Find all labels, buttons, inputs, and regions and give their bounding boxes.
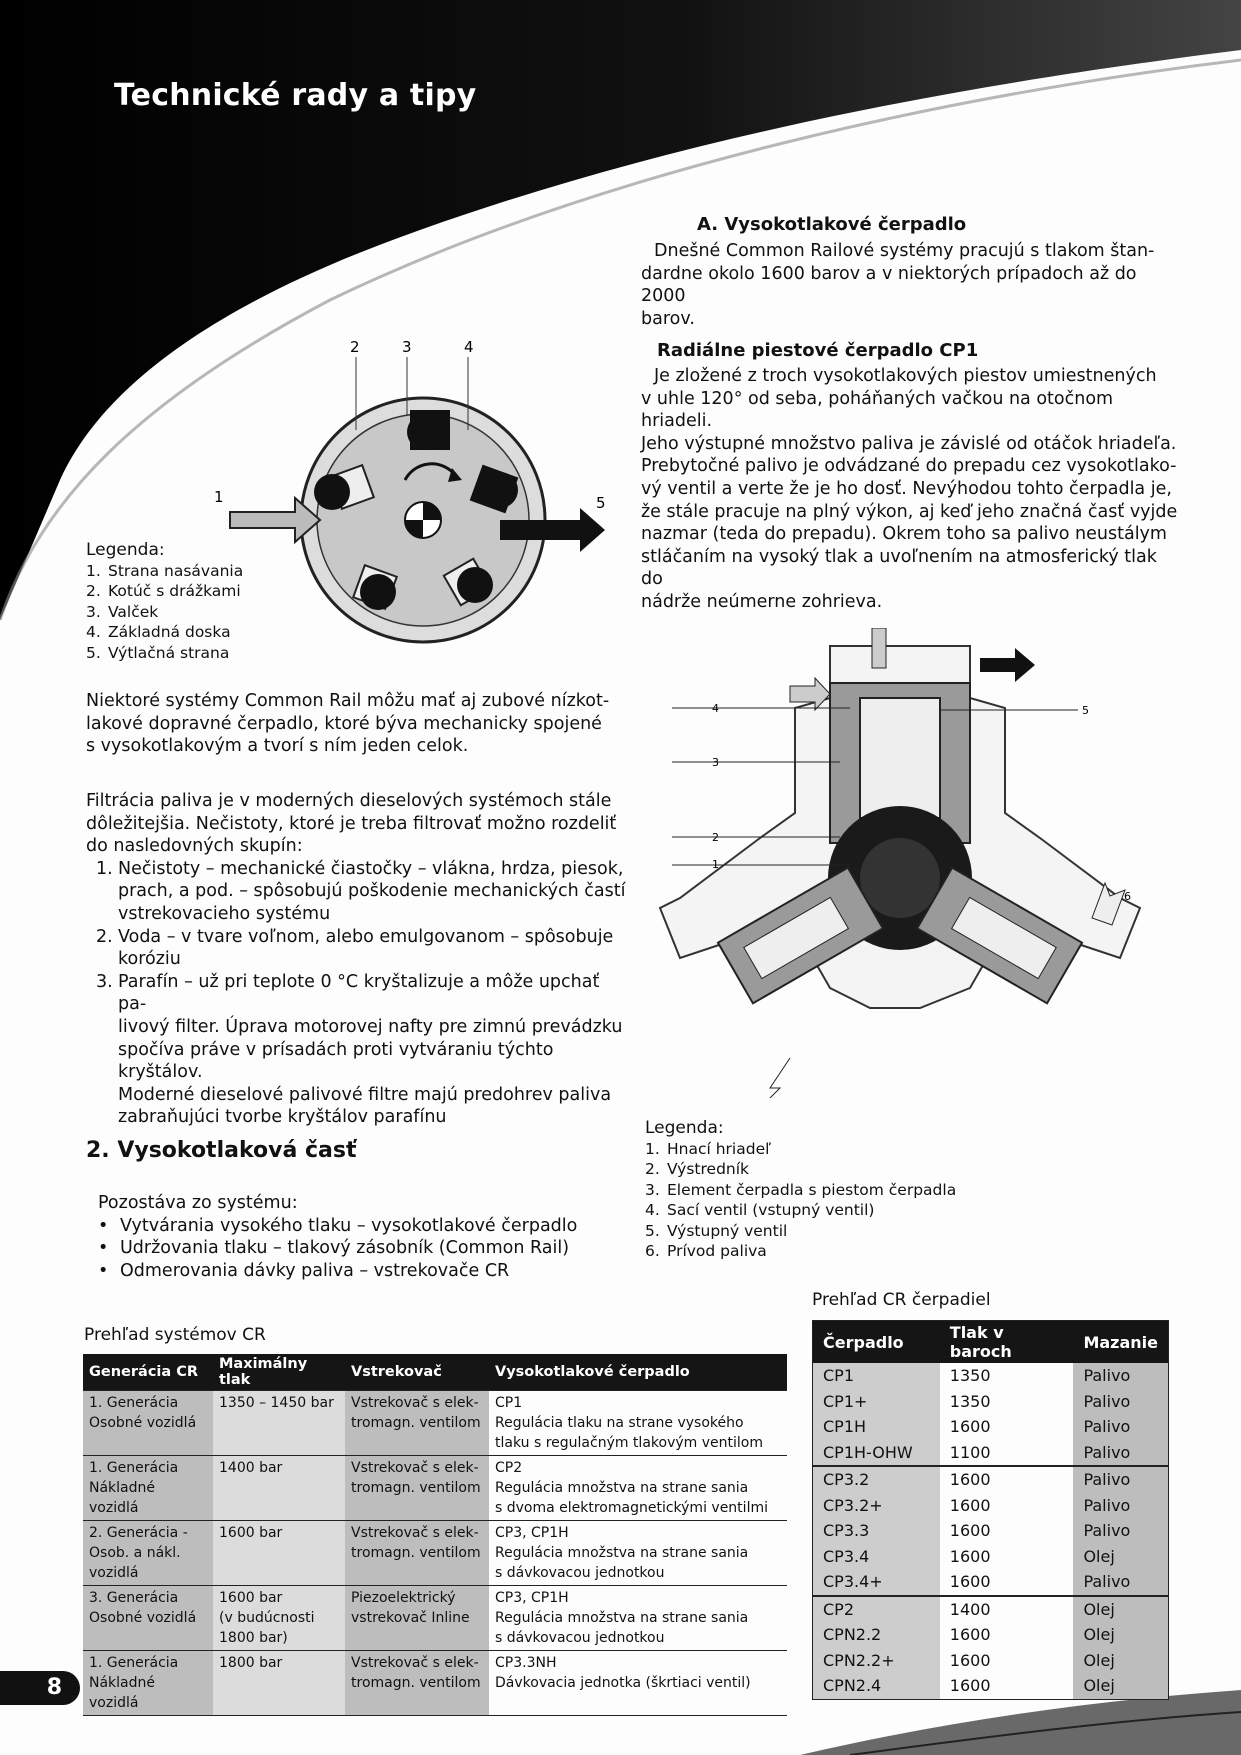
table-row: CPN2.2 1600 Olej xyxy=(813,1622,1169,1648)
table-cell: Vstrekovač s elek- tromagn. ventilom xyxy=(345,1391,489,1456)
cp1-text xyxy=(641,365,1181,614)
paragraph-gear-pump xyxy=(86,690,626,758)
diagram-label: 6 xyxy=(1124,890,1131,903)
table-cell: Vstrekovač s elek- tromagn. ventilom xyxy=(345,1651,489,1716)
table-row: CP1 1350 Palivo xyxy=(813,1363,1169,1389)
text-line: dôležitejšia. Nečistoty, ktoré je treba filtrovať možno rozdeliť xyxy=(86,813,617,834)
list-item: • Udržovania tlaku – tlakový zásobník (Common Rail) xyxy=(98,1238,570,1259)
pumps-table xyxy=(812,1320,1169,1700)
table-row xyxy=(83,1521,787,1586)
text-line: Jeho výstupné množstvo paliva je závislé od otáčok hriadeľa. xyxy=(641,433,1177,454)
table-cell: 1. Generácia Nákladné vozidlá xyxy=(83,1456,213,1521)
text-line: s vysokotlakovým a tvorí s ním jeden celok. xyxy=(86,736,469,757)
text-line: Je zložené z troch vysokotlakových piestov umiestnených xyxy=(654,366,1157,386)
pumps-table-caption: Prehľad CR čerpadiel xyxy=(812,1290,991,1310)
text-line: Filtrácia paliva je v moderných dieselových systémoch stále xyxy=(86,791,612,811)
column-header: Maximálny tlak xyxy=(213,1354,345,1391)
table-cell: CP2 Regulácia množstva na strane sania s dvoma elektromagnetickými ventilmi xyxy=(489,1456,787,1521)
diagram-label: 5 xyxy=(1082,704,1089,717)
table-row: CP3.3 1600 Palivo xyxy=(813,1518,1169,1544)
section-a-heading: A. Vysokotlakové čerpadlo xyxy=(697,214,967,235)
legend-item: 1. Strana nasávania xyxy=(86,561,244,580)
text-line: nazmar (teda do prepadu). Okrem toho sa palivo neustálym xyxy=(641,524,1167,545)
legend-item: 4. Sací ventil (vstupný ventil) xyxy=(645,1201,875,1219)
legend-item: 2. Kotúč s drážkami xyxy=(86,582,241,600)
list-item: 2. Voda – v tvare voľnom, alebo emulgovanom – spôsobuje koróziu xyxy=(96,926,614,970)
paragraph-filtration xyxy=(86,790,626,1129)
diagram1-legend xyxy=(86,540,243,663)
table-cell: 3. Generácia Osobné vozidlá xyxy=(83,1586,213,1651)
table-row xyxy=(83,1456,787,1521)
table-header-row xyxy=(813,1321,1169,1364)
table-header-row xyxy=(83,1354,787,1391)
legend-item: 6. Prívod paliva xyxy=(645,1242,767,1260)
cp1-heading: Radiálne piestové čerpadlo CP1 xyxy=(657,340,979,361)
column-header: Čerpadlo xyxy=(813,1321,940,1364)
table-cell: 1600 bar xyxy=(213,1521,345,1586)
table-cell: Vstrekovač s elek- tromagn. ventilom xyxy=(345,1521,489,1586)
section-a-text xyxy=(641,240,1181,330)
table-cell: 1600 bar (v budúcnosti 1800 bar) xyxy=(213,1586,345,1651)
diagram-label: 5 xyxy=(596,494,606,512)
pump-diagram-2 xyxy=(640,628,1160,1098)
text-line: do nasledovných skupín: xyxy=(86,836,303,857)
table-row: CP3.2+ 1600 Palivo xyxy=(813,1493,1169,1519)
column-header: Vysokotlakové čerpadlo xyxy=(489,1354,787,1391)
table-cell: CP3, CP1H Regulácia množstva na strane sania s dávkovacou jednotkou xyxy=(489,1521,787,1586)
legend-item: 5. Výtlačná strana xyxy=(86,643,230,662)
diagram2-legend xyxy=(645,1118,956,1262)
table-cell: 1. Generácia Osobné vozidlá xyxy=(83,1391,213,1456)
legend-item: 4. Základná doska xyxy=(86,623,231,641)
table-cell: CP1 Regulácia tlaku na strane vysokého tlaku s regulačným tlakovým ventilom xyxy=(489,1391,787,1456)
table-row xyxy=(83,1651,787,1716)
diagram-label: 4 xyxy=(464,338,474,356)
diagram-label: 4 xyxy=(712,702,719,715)
table-cell: CP3, CP1H Regulácia množstva na strane sania s dávkovacou jednotkou xyxy=(489,1586,787,1651)
column-header: Tlak v baroch xyxy=(940,1321,1074,1364)
section-2-intro: Pozostáva zo systému: xyxy=(98,1193,298,1213)
diagram-label: 2 xyxy=(350,338,360,356)
diagram-label: 2 xyxy=(712,831,719,844)
text-line: vý ventil a verte že je ho dosť. Nevýhodou tohto čerpadla je, xyxy=(641,478,1172,499)
table-cell: Piezoelektrický vstrekovač Inline xyxy=(345,1586,489,1651)
legend-item: 3. Element čerpadla s piestom čerpadla xyxy=(645,1180,957,1199)
table-row xyxy=(83,1586,787,1651)
list-item: • Vytvárania vysokého tlaku – vysokotlakové čerpadlo xyxy=(98,1215,578,1236)
table-row xyxy=(83,1391,787,1456)
table-cell: 1800 bar xyxy=(213,1651,345,1716)
diagram-label: 1 xyxy=(712,858,719,871)
table-cell: Vstrekovač s elek- tromagn. ventilom xyxy=(345,1456,489,1521)
list-item: 1. Nečistoty – mechanické čiastočky – vlákna, hrdza, piesok, prach, a pod. – spôsobujú poškodenie mechanických častí vstrekovacieho systému xyxy=(96,858,626,924)
diagram-label: 3 xyxy=(712,756,719,769)
text-line: v uhle 120° od seba, poháňaných vačkou na otočnom hriadeli. xyxy=(641,388,1114,432)
page-title: Technické rady a tipy xyxy=(114,78,477,113)
diagram-label: 3 xyxy=(402,338,412,356)
legend-item: 2. Výstredník xyxy=(645,1160,750,1178)
text-line: lakové dopravné čerpadlo, ktoré býva mechanicky spojené xyxy=(86,713,602,734)
table-cell: 2. Generácia - Osob. a nákl. vozidlá xyxy=(83,1521,213,1586)
text-line: Niektoré systémy Common Rail môžu mať aj zubové nízkot- xyxy=(86,691,610,711)
table-cell: 1. Generácia Nákladné vozidlá xyxy=(83,1651,213,1716)
table-row: CPN2.4 1600 Olej xyxy=(813,1673,1169,1699)
table-row: CPN2.2+ 1600 Olej xyxy=(813,1648,1169,1674)
section-2-list xyxy=(98,1192,638,1282)
legend-item: 1. Hnací hriadeľ xyxy=(645,1139,771,1158)
table-row: CP1+ 1350 Palivo xyxy=(813,1389,1169,1415)
column-header: Mazanie xyxy=(1073,1321,1168,1364)
table-row: CP1H 1600 Palivo xyxy=(813,1414,1169,1440)
systems-table xyxy=(83,1354,787,1716)
table-cell: 1400 bar xyxy=(213,1456,345,1521)
text-line: Dnešné Common Railové systémy pracujú s tlakom štan- xyxy=(654,241,1155,261)
table-row: CP1H-OHW 1100 Palivo xyxy=(813,1440,1169,1467)
legend-item: 3. Valček xyxy=(86,602,159,621)
text-line: nádrže neúmerne zohrieva. xyxy=(641,591,883,612)
pump-diagram-1 xyxy=(200,330,620,670)
list-item: 3. Parafín – už pri teplote 0 °C kryštalizuje a môže upchať pa- livový filter. Úprava motorovej nafty pre zimnú prevádzku spočíva práve v prísadách proti vytváraniu týchto kryštálov. Moderné dieselové palivové filtre majú predohrev paliva zabraňujúci tvorbe kryštálov parafínu xyxy=(96,971,623,1128)
table-cell: CP3.3NH Dávkovacia jednotka (škrtiaci ventil) xyxy=(489,1651,787,1716)
table-row: CP2 1400 Olej xyxy=(813,1596,1169,1623)
text-line: Prebytočné palivo je odvádzané do prepadu cez vysokotlako- xyxy=(641,456,1177,477)
page-number-badge: 8 xyxy=(0,1671,80,1705)
column-header: Vstrekovač xyxy=(345,1354,489,1391)
list-item: • Odmerovania dávky paliva – vstrekovače CR xyxy=(98,1260,510,1281)
diagram-label: 1 xyxy=(214,488,224,506)
systems-table-caption: Prehľad systémov CR xyxy=(84,1325,266,1345)
table-row: CP3.2 1600 Palivo xyxy=(813,1466,1169,1493)
text-line: stláčaním na vysoký tlak a uvoľnením na atmosferický tlak do xyxy=(641,546,1157,590)
legend-title: Legenda: xyxy=(645,1118,724,1138)
legend-title: Legenda: xyxy=(86,540,165,560)
table-row: CP3.4 1600 Olej xyxy=(813,1544,1169,1570)
text-line: barov. xyxy=(641,308,695,329)
section-2-heading: 2. Vysokotlaková časť xyxy=(86,1138,357,1163)
column-header: Generácia CR xyxy=(83,1354,213,1391)
text-line: dardne okolo 1600 barov a v niektorých prípadoch až do 2000 xyxy=(641,263,1137,307)
table-cell: 1350 – 1450 bar xyxy=(213,1391,345,1456)
table-row: CP3.4+ 1600 Palivo xyxy=(813,1569,1169,1596)
legend-item: 5. Výstupný ventil xyxy=(645,1221,788,1240)
text-line: že stále pracuje na plný výkon, aj keď jeho značná časť vyjde xyxy=(641,501,1178,522)
